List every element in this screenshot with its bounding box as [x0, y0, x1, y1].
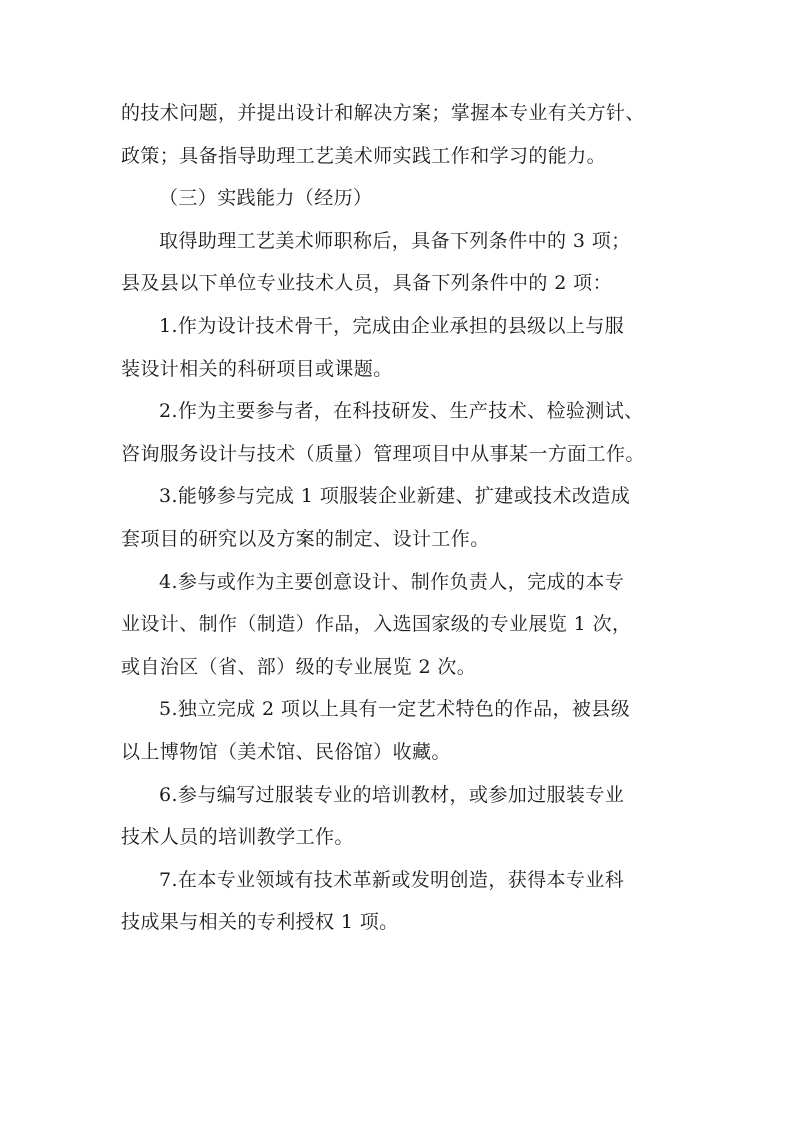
section-heading — [121, 177, 673, 220]
text-line: 套项目的研究以及方案的制定、设计工作。 — [121, 527, 490, 550]
text-line: 3.能够参与完成 1 项服装企业新建、扩建或技术改造成 — [159, 485, 631, 508]
text-line: 或自治区（省、部）级的专业展览 2 次。 — [121, 655, 477, 678]
text-line: 技成果与相关的专利授权 1 项。 — [121, 911, 399, 934]
list-item-3 — [121, 475, 673, 560]
heading-text: （三）实践能力（经历） — [159, 187, 373, 210]
text-line: 2.作为主要参与者，在科技研发、生产技术、检验测试、 — [159, 400, 644, 423]
text-line: 6.参与编写过服装专业的培训教材，或参加过服装专业 — [159, 783, 625, 806]
text-line: 1.作为设计技术骨干，完成由企业承担的县级以上与服 — [159, 314, 625, 337]
text-line: 取得助理工艺美术师职称后，具备下列条件中的 3 项； — [159, 229, 631, 252]
list-item-4 — [121, 561, 673, 689]
text-line: 4.参与或作为主要创意设计、制作负责人，完成的本专 — [159, 570, 625, 593]
text-line: 的技术问题，并提出设计和解决方案；掌握本专业有关方针、 — [121, 102, 645, 124]
text-line: 业设计、制作（制造）作品，入选国家级的专业展览 1 次， — [121, 613, 632, 636]
text-line: 装设计相关的科研项目或课题。 — [121, 357, 393, 380]
paragraph-intro — [121, 220, 673, 305]
text-line: 县及县以下单位专业技术人员，具备下列条件中的 2 项： — [121, 272, 612, 295]
list-item-1 — [121, 305, 673, 390]
list-item-5 — [121, 688, 673, 773]
document-body — [121, 92, 673, 944]
text-line: 咨询服务设计与技术（质量）管理项目中从事某一方面工作。 — [121, 442, 645, 465]
list-item-7 — [121, 859, 673, 944]
list-item-6 — [121, 774, 673, 859]
text-line: 以上博物馆（美术馆、民俗馆）收藏。 — [121, 740, 451, 763]
text-line: 政策；具备指导助理工艺美术师实践工作和学习的能力。 — [121, 144, 607, 167]
text-line: 技术人员的培训教学工作。 — [121, 826, 354, 849]
paragraph-continuation — [121, 92, 673, 177]
list-item-2 — [121, 390, 673, 475]
text-line: 7.在本专业领域有技术革新或发明创造，获得本专业科 — [159, 868, 625, 891]
text-line: 5.独立完成 2 项以上具有一定艺术特色的作品，被县级 — [159, 698, 631, 721]
